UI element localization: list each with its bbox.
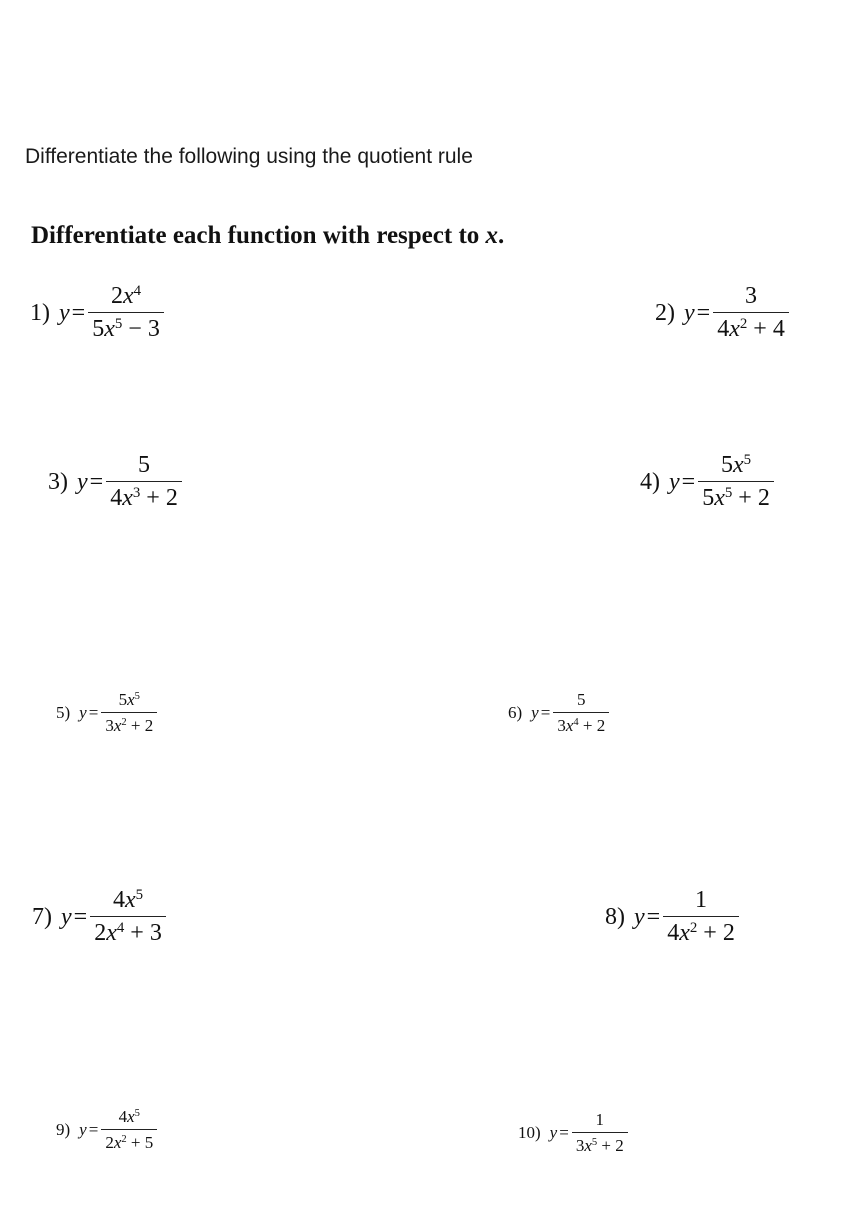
fraction (90, 887, 166, 947)
page-heading: Differentiate the following using the quotient rule (25, 145, 473, 168)
numerator-coef: 1 (695, 887, 708, 913)
denominator-coef: 2 (94, 920, 107, 947)
denominator-rest: + 2 (126, 716, 154, 736)
numerator (717, 452, 755, 481)
y-variable: y (531, 703, 539, 723)
denominator (88, 313, 164, 343)
numerator-var: x (127, 690, 135, 709)
numerator-var: x (124, 887, 136, 913)
denominator-rest: − 3 (122, 316, 160, 343)
equals-sign: = (88, 1120, 99, 1140)
numerator (109, 887, 147, 916)
denominator-var: x (106, 920, 117, 947)
fraction (663, 887, 739, 947)
fraction (698, 452, 774, 512)
denominator-var: x (104, 316, 115, 343)
denominator (663, 917, 739, 947)
denominator-coef: 5 (702, 485, 715, 512)
numerator (115, 1107, 144, 1129)
problem-7 (32, 887, 166, 947)
denominator (713, 313, 789, 343)
numerator-coef: 2 (110, 283, 123, 309)
denominator-coef: 5 (92, 316, 105, 343)
denominator-exp: 2 (739, 316, 748, 333)
denominator (572, 1133, 628, 1156)
denominator (90, 917, 166, 947)
denominator (106, 482, 182, 512)
numerator-coef: 1 (595, 1110, 605, 1129)
denominator-coef: 3 (575, 1136, 585, 1156)
denominator-exp: 2 (689, 920, 698, 937)
instruction-end: . (498, 222, 505, 249)
numerator (691, 887, 711, 916)
problem-8 (605, 887, 739, 947)
numerator-exp: 5 (134, 691, 140, 703)
denominator-rest: + 4 (747, 316, 785, 343)
y-variable: y (59, 299, 70, 326)
y-variable: y (77, 468, 88, 495)
problem-number: 2) (655, 299, 675, 326)
equals-sign: = (71, 299, 86, 326)
equals-sign: = (681, 468, 696, 495)
y-variable: y (61, 903, 72, 930)
denominator-var: x (729, 316, 740, 343)
equals-sign: = (540, 703, 551, 723)
denominator-exp: 5 (724, 485, 733, 502)
y-variable: y (549, 1123, 558, 1143)
denominator-rest: + 2 (597, 1136, 624, 1156)
instruction-text: Differentiate each function with respect to (31, 222, 486, 249)
denominator-var: x (122, 485, 133, 512)
problem-9 (56, 1107, 157, 1153)
denominator-exp: 2 (121, 1134, 127, 1146)
numerator-exp: 5 (135, 886, 144, 903)
numerator-var: x (122, 283, 134, 309)
numerator (741, 283, 761, 312)
denominator-var: x (113, 1133, 122, 1153)
denominator-rest: + 2 (697, 920, 735, 947)
numerator (115, 690, 144, 712)
numerator-coef: 5 (138, 452, 151, 478)
numerator-coef: 5 (118, 690, 128, 709)
denominator-var: x (679, 920, 690, 947)
problem-5 (56, 690, 157, 736)
problem-number: 4) (640, 468, 660, 495)
denominator-rest: + 3 (124, 920, 162, 947)
denominator (101, 1130, 157, 1153)
denominator-var: x (565, 716, 574, 736)
denominator (553, 713, 609, 736)
denominator-exp: 4 (573, 717, 579, 729)
numerator (592, 1110, 609, 1132)
denominator-var: x (714, 485, 725, 512)
fraction (88, 283, 164, 343)
numerator (134, 452, 154, 481)
numerator-coef: 3 (745, 283, 758, 309)
fraction (572, 1110, 628, 1156)
equals-sign: = (88, 703, 99, 723)
numerator-coef: 4 (118, 1107, 128, 1126)
denominator-rest: + 5 (126, 1133, 154, 1153)
problem-number: 10) (518, 1123, 541, 1143)
problem-number: 8) (605, 903, 625, 930)
denominator-rest: + 2 (578, 716, 606, 736)
numerator-coef: 5 (577, 690, 586, 709)
equals-sign: = (73, 903, 88, 930)
fraction (713, 283, 789, 343)
y-variable: y (79, 1120, 87, 1140)
denominator-exp: 2 (121, 717, 127, 729)
denominator (101, 713, 157, 736)
numerator-coef: 4 (112, 887, 125, 913)
problem-6 (508, 690, 609, 736)
numerator (107, 283, 145, 312)
problem-number: 6) (508, 703, 523, 723)
problem-2 (655, 283, 789, 343)
numerator-var: x (732, 452, 744, 478)
problem-number: 1) (30, 299, 50, 326)
problem-1 (30, 283, 164, 343)
denominator-var: x (584, 1136, 592, 1156)
denominator-exp: 5 (591, 1137, 598, 1149)
numerator (573, 690, 590, 712)
numerator-exp: 4 (133, 282, 142, 299)
denominator-coef: 4 (110, 485, 123, 512)
numerator-exp: 5 (134, 1108, 140, 1120)
numerator-var: x (127, 1107, 135, 1126)
denominator-var: x (113, 716, 122, 736)
denominator-exp: 5 (114, 316, 123, 333)
denominator (698, 482, 774, 512)
denominator-rest: + 2 (732, 485, 770, 512)
y-variable: y (684, 299, 695, 326)
denominator-rest: + 2 (140, 485, 178, 512)
fraction (553, 690, 609, 736)
y-variable: y (79, 703, 87, 723)
y-variable: y (634, 903, 645, 930)
fraction (106, 452, 182, 512)
problem-4 (640, 452, 774, 512)
equals-sign: = (646, 903, 661, 930)
problem-10 (518, 1110, 628, 1156)
fraction (101, 1107, 157, 1153)
denominator-coef: 3 (557, 716, 566, 736)
problem-number: 5) (56, 703, 71, 723)
instruction-var: x (485, 222, 499, 249)
problem-number: 3) (48, 468, 68, 495)
denominator-coef: 4 (717, 316, 730, 343)
denominator-coef: 3 (105, 716, 114, 736)
problem-number: 9) (56, 1120, 71, 1140)
fraction (101, 690, 157, 736)
y-variable: y (669, 468, 680, 495)
denominator-exp: 3 (132, 485, 141, 502)
numerator-coef: 5 (720, 452, 733, 478)
denominator-coef: 4 (667, 920, 680, 947)
denominator-coef: 2 (105, 1133, 114, 1153)
denominator-exp: 4 (116, 920, 125, 937)
equals-sign: = (559, 1123, 569, 1143)
problem-3 (48, 452, 182, 512)
equals-sign: = (89, 468, 104, 495)
numerator-exp: 5 (743, 451, 752, 468)
problem-number: 7) (32, 903, 52, 930)
equals-sign: = (696, 299, 711, 326)
instruction (31, 222, 504, 250)
